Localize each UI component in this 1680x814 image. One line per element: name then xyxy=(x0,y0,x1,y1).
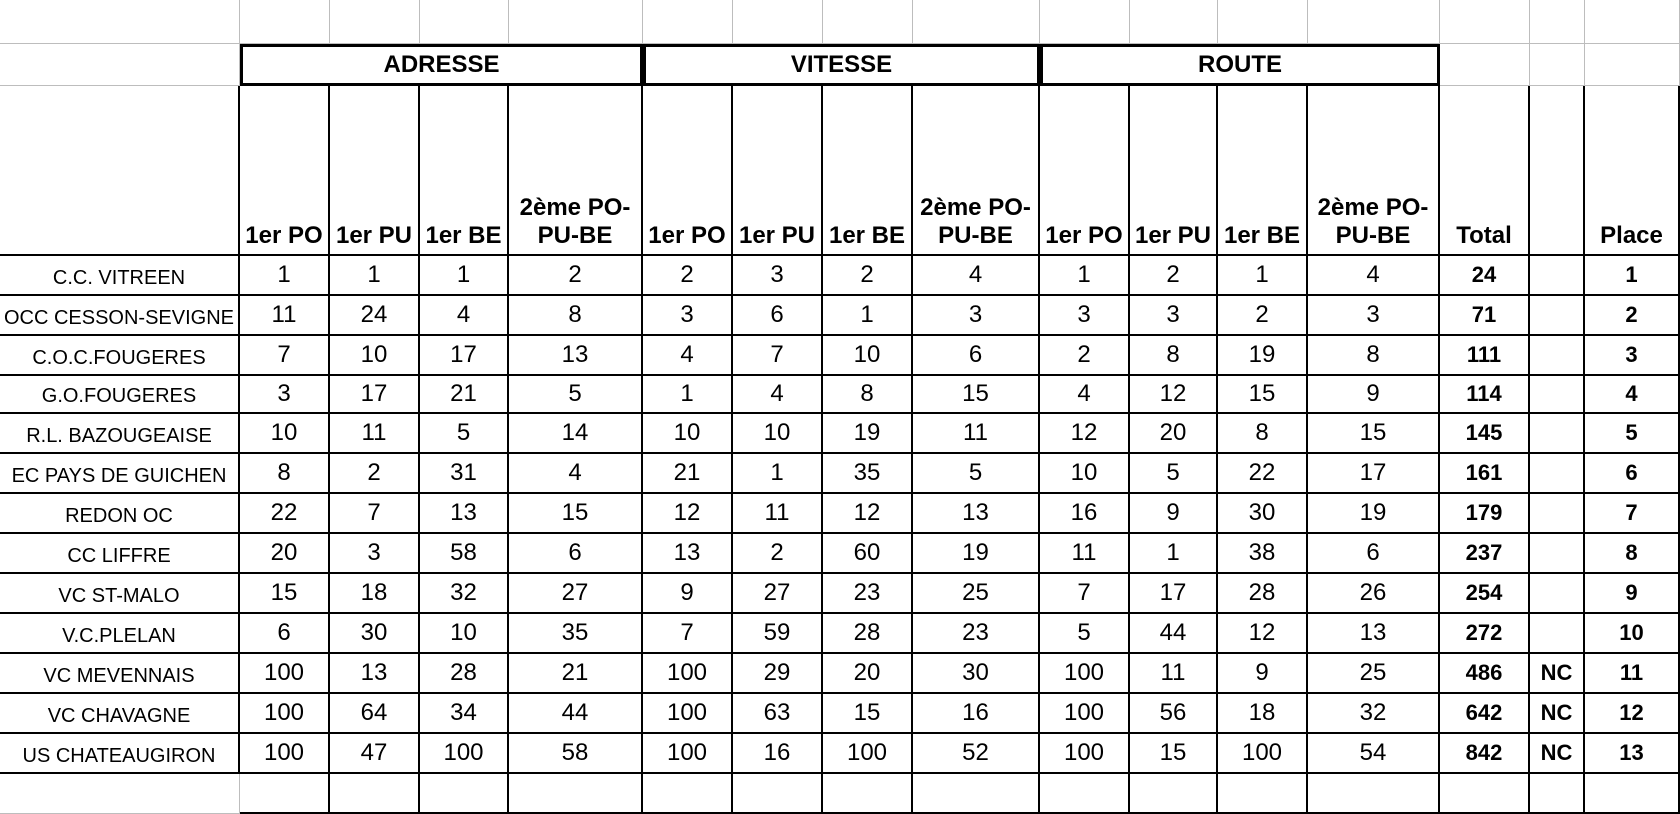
total-cell: 71 xyxy=(1440,296,1530,336)
score-cell: 2 xyxy=(1040,336,1130,376)
club-name: VC CHAVAGNE xyxy=(0,694,240,734)
empty-cell[interactable] xyxy=(1530,44,1585,86)
place-cell: 8 xyxy=(1585,534,1680,574)
empty-cell[interactable] xyxy=(1585,774,1680,814)
score-cell: 52 xyxy=(913,734,1040,774)
score-cell: 44 xyxy=(1130,614,1218,654)
nc-cell xyxy=(1530,614,1585,654)
place-cell: 3 xyxy=(1585,336,1680,376)
total-header: Total xyxy=(1440,86,1530,256)
score-cell: 11 xyxy=(733,494,823,534)
score-cell: 20 xyxy=(1130,414,1218,454)
score-cell: 15 xyxy=(1308,414,1440,454)
total-cell: 486 xyxy=(1440,654,1530,694)
score-cell: 100 xyxy=(643,734,733,774)
score-cell: 100 xyxy=(240,734,330,774)
score-cell: 11 xyxy=(240,296,330,336)
empty-cell[interactable] xyxy=(1308,0,1440,44)
score-cell: 22 xyxy=(240,494,330,534)
score-cell: 15 xyxy=(913,376,1040,414)
score-cell: 7 xyxy=(330,494,420,534)
column-header: 2ème PO-PU-BE xyxy=(509,86,643,256)
empty-cell[interactable] xyxy=(1440,0,1530,44)
score-cell: 10 xyxy=(330,336,420,376)
score-cell: 23 xyxy=(913,614,1040,654)
score-cell: 18 xyxy=(1218,694,1308,734)
column-header: 1er BE xyxy=(420,86,509,256)
score-cell: 1 xyxy=(1130,534,1218,574)
score-cell: 7 xyxy=(643,614,733,654)
score-cell: 5 xyxy=(913,454,1040,494)
empty-cell[interactable] xyxy=(823,0,913,44)
club-name: EC PAYS DE GUICHEN xyxy=(0,454,240,494)
score-cell: 5 xyxy=(509,376,643,414)
score-cell: 3 xyxy=(240,376,330,414)
empty-cell[interactable] xyxy=(1585,0,1680,44)
score-cell: 2 xyxy=(509,256,643,296)
place-cell: 1 xyxy=(1585,256,1680,296)
group-header-route: ROUTE xyxy=(1040,44,1440,86)
score-cell: 10 xyxy=(823,336,913,376)
score-cell: 12 xyxy=(1218,614,1308,654)
score-cell: 2 xyxy=(643,256,733,296)
group-header-vitesse: VITESSE xyxy=(643,44,1040,86)
empty-cell[interactable] xyxy=(913,0,1040,44)
total-cell: 145 xyxy=(1440,414,1530,454)
empty-cell[interactable] xyxy=(240,0,330,44)
score-cell: 13 xyxy=(643,534,733,574)
score-cell: 21 xyxy=(420,376,509,414)
score-cell: 12 xyxy=(823,494,913,534)
score-cell: 16 xyxy=(913,694,1040,734)
score-cell: 59 xyxy=(733,614,823,654)
column-header: 1er PO xyxy=(240,86,330,256)
column-header: 2ème PO-PU-BE xyxy=(913,86,1040,256)
score-cell: 12 xyxy=(643,494,733,534)
score-cell: 100 xyxy=(1218,734,1308,774)
score-cell: 25 xyxy=(1308,654,1440,694)
score-cell: 14 xyxy=(509,414,643,454)
empty-cell[interactable] xyxy=(330,0,420,44)
score-cell: 11 xyxy=(1130,654,1218,694)
score-cell: 10 xyxy=(733,414,823,454)
score-cell: 19 xyxy=(1308,494,1440,534)
score-cell: 100 xyxy=(1040,734,1130,774)
club-name: R.L. BAZOUGEAISE xyxy=(0,414,240,454)
nc-cell xyxy=(1530,336,1585,376)
score-cell: 3 xyxy=(1130,296,1218,336)
club-name: VC ST-MALO xyxy=(0,574,240,614)
score-cell: 3 xyxy=(643,296,733,336)
score-cell: 6 xyxy=(913,336,1040,376)
place-cell: 13 xyxy=(1585,734,1680,774)
score-cell: 4 xyxy=(913,256,1040,296)
score-cell: 3 xyxy=(1308,296,1440,336)
empty-cell[interactable] xyxy=(1130,0,1218,44)
score-cell: 15 xyxy=(509,494,643,534)
column-header: 1er BE xyxy=(823,86,913,256)
place-cell: 2 xyxy=(1585,296,1680,336)
empty-cell[interactable] xyxy=(913,774,1040,814)
score-cell: 2 xyxy=(733,534,823,574)
score-cell: 8 xyxy=(1218,414,1308,454)
empty-cell[interactable] xyxy=(1040,774,1130,814)
column-header: 1er PU xyxy=(733,86,823,256)
empty-cell[interactable] xyxy=(0,86,240,256)
empty-cell[interactable] xyxy=(509,774,643,814)
nc-cell xyxy=(1530,296,1585,336)
empty-cell[interactable] xyxy=(1585,44,1680,86)
score-cell: 100 xyxy=(240,694,330,734)
score-cell: 7 xyxy=(733,336,823,376)
total-cell: 842 xyxy=(1440,734,1530,774)
score-cell: 2 xyxy=(823,256,913,296)
score-cell: 3 xyxy=(733,256,823,296)
score-cell: 17 xyxy=(1130,574,1218,614)
place-cell: 5 xyxy=(1585,414,1680,454)
column-header: 1er BE xyxy=(1218,86,1308,256)
score-cell: 17 xyxy=(330,376,420,414)
nc-cell xyxy=(1530,454,1585,494)
place-cell: 4 xyxy=(1585,376,1680,414)
score-cell: 8 xyxy=(1308,336,1440,376)
empty-cell[interactable] xyxy=(733,774,823,814)
score-cell: 25 xyxy=(913,574,1040,614)
score-cell: 8 xyxy=(1130,336,1218,376)
score-cell: 58 xyxy=(420,534,509,574)
score-cell: 13 xyxy=(420,494,509,534)
score-cell: 100 xyxy=(240,654,330,694)
score-cell: 38 xyxy=(1218,534,1308,574)
score-cell: 26 xyxy=(1308,574,1440,614)
score-cell: 60 xyxy=(823,534,913,574)
empty-cell[interactable] xyxy=(0,774,240,814)
score-cell: 13 xyxy=(509,336,643,376)
empty-cell[interactable] xyxy=(1440,774,1530,814)
place-header: Place xyxy=(1585,86,1680,256)
score-cell: 13 xyxy=(913,494,1040,534)
score-cell: 9 xyxy=(1130,494,1218,534)
score-cell: 20 xyxy=(240,534,330,574)
column-header: 1er PU xyxy=(330,86,420,256)
score-cell: 1 xyxy=(1040,256,1130,296)
total-cell: 642 xyxy=(1440,694,1530,734)
score-cell: 54 xyxy=(1308,734,1440,774)
score-cell: 21 xyxy=(509,654,643,694)
score-cell: 13 xyxy=(330,654,420,694)
score-cell: 16 xyxy=(733,734,823,774)
nc-cell xyxy=(1530,376,1585,414)
club-name: VC MEVENNAIS xyxy=(0,654,240,694)
score-cell: 4 xyxy=(420,296,509,336)
empty-cell[interactable] xyxy=(1440,44,1530,86)
total-cell: 237 xyxy=(1440,534,1530,574)
score-cell: 100 xyxy=(1040,654,1130,694)
score-cell: 8 xyxy=(240,454,330,494)
score-cell: 100 xyxy=(1040,694,1130,734)
score-cell: 9 xyxy=(643,574,733,614)
score-cell: 1 xyxy=(733,454,823,494)
score-cell: 63 xyxy=(733,694,823,734)
score-cell: 2 xyxy=(1130,256,1218,296)
score-cell: 10 xyxy=(420,614,509,654)
score-cell: 27 xyxy=(733,574,823,614)
place-cell: 12 xyxy=(1585,694,1680,734)
empty-cell[interactable] xyxy=(1308,774,1440,814)
empty-cell[interactable] xyxy=(1530,0,1585,44)
empty-cell[interactable] xyxy=(240,774,330,814)
place-cell: 10 xyxy=(1585,614,1680,654)
column-header: 1er PU xyxy=(1130,86,1218,256)
score-cell: 30 xyxy=(913,654,1040,694)
nc-cell: NC xyxy=(1530,694,1585,734)
score-cell: 18 xyxy=(330,574,420,614)
empty-cell[interactable] xyxy=(420,0,509,44)
score-cell: 13 xyxy=(1308,614,1440,654)
score-cell: 4 xyxy=(1308,256,1440,296)
club-name: C.C. VITREEN xyxy=(0,256,240,296)
score-cell: 100 xyxy=(643,654,733,694)
score-cell: 20 xyxy=(823,654,913,694)
score-cell: 8 xyxy=(509,296,643,336)
score-cell: 1 xyxy=(1218,256,1308,296)
score-cell: 9 xyxy=(1308,376,1440,414)
score-cell: 47 xyxy=(330,734,420,774)
score-cell: 32 xyxy=(420,574,509,614)
nc-cell xyxy=(1530,414,1585,454)
score-cell: 64 xyxy=(330,694,420,734)
place-cell: 6 xyxy=(1585,454,1680,494)
score-cell: 35 xyxy=(509,614,643,654)
empty-cell[interactable] xyxy=(733,0,823,44)
score-cell: 17 xyxy=(1308,454,1440,494)
total-cell: 24 xyxy=(1440,256,1530,296)
column-header: 1er PO xyxy=(1040,86,1130,256)
score-cell: 2 xyxy=(330,454,420,494)
score-cell: 31 xyxy=(420,454,509,494)
score-cell: 23 xyxy=(823,574,913,614)
score-cell: 4 xyxy=(733,376,823,414)
score-cell: 1 xyxy=(643,376,733,414)
club-name: CC LIFFRE xyxy=(0,534,240,574)
place-cell: 7 xyxy=(1585,494,1680,534)
score-cell: 11 xyxy=(330,414,420,454)
score-cell: 15 xyxy=(1218,376,1308,414)
total-cell: 114 xyxy=(1440,376,1530,414)
score-cell: 19 xyxy=(913,534,1040,574)
empty-cell[interactable] xyxy=(0,0,240,44)
total-cell: 161 xyxy=(1440,454,1530,494)
score-cell: 19 xyxy=(823,414,913,454)
score-cell: 11 xyxy=(1040,534,1130,574)
empty-cell[interactable] xyxy=(1040,0,1130,44)
score-cell: 34 xyxy=(420,694,509,734)
score-cell: 12 xyxy=(1130,376,1218,414)
score-cell: 9 xyxy=(1218,654,1308,694)
score-cell: 100 xyxy=(823,734,913,774)
score-cell: 10 xyxy=(1040,454,1130,494)
score-cell: 35 xyxy=(823,454,913,494)
score-cell: 1 xyxy=(240,256,330,296)
score-cell: 10 xyxy=(240,414,330,454)
nc-cell xyxy=(1530,534,1585,574)
total-cell: 272 xyxy=(1440,614,1530,654)
club-name: REDON OC xyxy=(0,494,240,534)
empty-cell[interactable] xyxy=(0,44,240,86)
score-cell: 58 xyxy=(509,734,643,774)
place-cell: 11 xyxy=(1585,654,1680,694)
score-cell: 4 xyxy=(643,336,733,376)
club-name: V.C.PLELAN xyxy=(0,614,240,654)
score-cell: 6 xyxy=(1308,534,1440,574)
score-cell: 24 xyxy=(330,296,420,336)
empty-cell[interactable] xyxy=(643,0,733,44)
score-cell: 21 xyxy=(643,454,733,494)
score-cell: 7 xyxy=(240,336,330,376)
nc-cell: NC xyxy=(1530,734,1585,774)
empty-cell[interactable] xyxy=(1530,774,1585,814)
club-name: C.O.C.FOUGERES xyxy=(0,336,240,376)
score-cell: 6 xyxy=(240,614,330,654)
score-cell: 11 xyxy=(913,414,1040,454)
score-cell: 27 xyxy=(509,574,643,614)
nc-cell xyxy=(1530,256,1585,296)
empty-cell[interactable] xyxy=(509,0,643,44)
place-cell: 9 xyxy=(1585,574,1680,614)
score-cell: 15 xyxy=(1130,734,1218,774)
club-name: US CHATEAUGIRON xyxy=(0,734,240,774)
empty-cell[interactable] xyxy=(643,774,733,814)
total-cell: 179 xyxy=(1440,494,1530,534)
score-cell: 8 xyxy=(823,376,913,414)
score-cell: 15 xyxy=(240,574,330,614)
score-cell: 10 xyxy=(643,414,733,454)
score-cell: 29 xyxy=(733,654,823,694)
score-cell: 100 xyxy=(643,694,733,734)
score-cell: 22 xyxy=(1218,454,1308,494)
score-cell: 32 xyxy=(1308,694,1440,734)
empty-cell[interactable] xyxy=(823,774,913,814)
score-cell: 1 xyxy=(823,296,913,336)
empty-cell[interactable] xyxy=(1130,774,1218,814)
score-cell: 5 xyxy=(1130,454,1218,494)
score-cell: 4 xyxy=(1040,376,1130,414)
score-cell: 56 xyxy=(1130,694,1218,734)
group-header-adresse: ADRESSE xyxy=(240,44,643,86)
score-cell: 1 xyxy=(420,256,509,296)
score-cell: 15 xyxy=(823,694,913,734)
score-cell: 12 xyxy=(1040,414,1130,454)
score-cell: 7 xyxy=(1040,574,1130,614)
empty-cell[interactable] xyxy=(1218,774,1308,814)
score-cell: 19 xyxy=(1218,336,1308,376)
nc-cell: NC xyxy=(1530,654,1585,694)
score-cell: 28 xyxy=(420,654,509,694)
score-cell: 3 xyxy=(913,296,1040,336)
score-cell: 6 xyxy=(509,534,643,574)
score-cell: 30 xyxy=(1218,494,1308,534)
score-cell: 28 xyxy=(823,614,913,654)
score-cell: 1 xyxy=(330,256,420,296)
nc-cell xyxy=(1530,494,1585,534)
score-cell: 28 xyxy=(1218,574,1308,614)
score-cell: 5 xyxy=(420,414,509,454)
empty-cell[interactable] xyxy=(420,774,509,814)
score-cell: 4 xyxy=(509,454,643,494)
score-cell: 30 xyxy=(330,614,420,654)
total-cell: 254 xyxy=(1440,574,1530,614)
column-header: 2ème PO-PU-BE xyxy=(1308,86,1440,256)
club-name: G.O.FOUGERES xyxy=(0,376,240,414)
score-cell: 2 xyxy=(1218,296,1308,336)
score-cell: 3 xyxy=(1040,296,1130,336)
empty-cell[interactable] xyxy=(1218,0,1308,44)
score-cell: 3 xyxy=(330,534,420,574)
nc-cell xyxy=(1530,574,1585,614)
total-cell: 111 xyxy=(1440,336,1530,376)
score-cell: 44 xyxy=(509,694,643,734)
score-cell: 100 xyxy=(420,734,509,774)
column-header: 1er PO xyxy=(643,86,733,256)
nc-header xyxy=(1530,86,1585,256)
score-cell: 5 xyxy=(1040,614,1130,654)
empty-cell[interactable] xyxy=(330,774,420,814)
score-cell: 16 xyxy=(1040,494,1130,534)
score-cell: 6 xyxy=(733,296,823,336)
score-cell: 17 xyxy=(420,336,509,376)
club-name: OCC CESSON-SEVIGNE xyxy=(0,296,240,336)
